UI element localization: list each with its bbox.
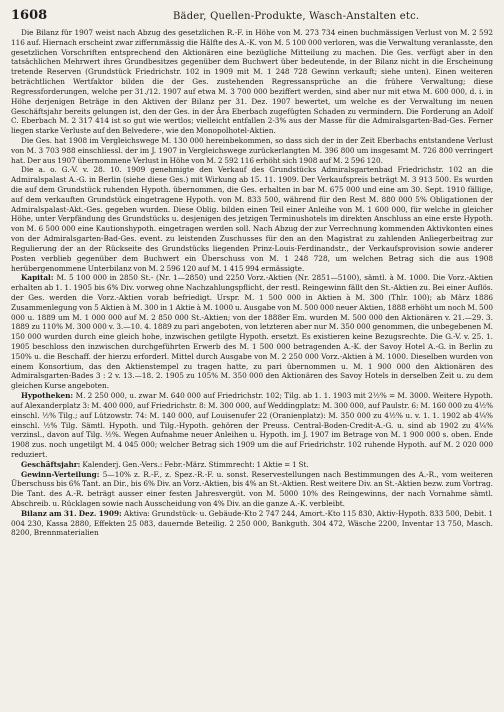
paragraph-text: Die a. o. G.-V. v. 28. 10. 1909 genehmigte den Verkauf des Grundstücks Admiralsgartenbad Friedrichstr. 102 an die Admiralspalast A.-G. in Berlin (siehe diese Ges.) mit Wirkung ab 15. 11. 1909. Der Verkaufspreis beträgt M. 3 913 500. Es wurden die auf dem Grundstück ruhenden Hypoth. übernommen, die Ges. erhalten in bar M. 675 000 und eine am 30. Sept. 1910 fällige, auf dem verkauften Grundstück eingetragene Hypoth. von M. 833 500, während für den Rest M. 880 000 5% Obligationen der Admiralspalast-Akt.-Ges. gegeben wurden. Diese Oblig. bilden einen Teil einer Anleihe von M. 1 600 000, für welche in gleicher Höhe, unter Verpfändung des Grundstücks u. desjenigen des jetzigen Terminushotels im direkten Anschluss an eine erste Hypoth. von M. 6 500 000 eine Kautionshypoth. eingetragen werden soll. Nach Abzug der zur Verrechnung kommenden Aktivkonten eines von der Admiralsgarten-Bad-Ges. event. zu leistenden Zuschusses für den an den Magistrat zu zahlenden Anliegerbeitrag zur Regulierung der an der Rückseite des Grundstücks liegenden Prinz-Louis-Ferdinandstr., der Verkaufsprovision sowie anderer Posten verblieb gegenüber dem Buchwert ein Überschuss von M. 1 248 728, um welchen Betrag sich die aus 1908 herübergenommene Unterbilanz von M. 2 596 120 auf M. 1 415 994 ermässigte. xyxy=(11,165,493,273)
paragraph-text: Die Ges. hat 1908 im Vergleichswege M. 130 000 hereinbekommen, so dass sich der in der Zeit Eberbachs entstandene Verlust von M. 3 703 988 einschliessl. der im J. 1907 in Vergleichswege zurückerlangten M. 396 800 um insgesamt M. 726 800 verringert hat. Der aus 1907 übernommene Verlust in Höhe von M. 2 592 116 erhöht sich 1908 auf M. 2 596 120. xyxy=(11,135,493,165)
running-title: Bäder, Quellen-Produkte, Wasch-Anstalten etc. xyxy=(173,11,420,22)
paragraph-text: Aktiva: Grundstück- u. Gebäude-Kto 2 747 244, Amort.-Kto 115 830, Aktiv-Hypoth. 833 500, Debit. 1 004 230, Kassa 2880, Effekten 25 083, dauernde Beteilig. 2 250 000, Bankguth. 304 472, Wäsche 2200, Inventar 13 750, Masch. 8200, Brennmaterialien xyxy=(11,508,494,538)
paragraph-lead: Geschäftsjahr: xyxy=(21,459,83,469)
page-number: 1608 xyxy=(11,8,48,23)
paragraph-text: M. 2 250 000, u. zwar M. 640 000 auf Friedrichstr. 102; Tilg. ab 1. 1. 1903 mit 2½% = M. 3000. Weitere Hypoth. auf Alexanderplatz 3: M. 400 000, auf Friedrichstr. 8: M. 300 000, auf Weddingplatz: M. 300 000, auf Paulstr. 6: M. 160 000 zu 4½% einschl. ½% Tilg.; auf Lützowstr. 74: M. 140 000, auf Louisenufer 22 (Oranienplatz): M. 350 000 zu 4½% u. v. 1. 1. 1902 ab 4¼% einschl. ½% Tilg. Sämtl. Hypoth. und Tilg.-Hypoth. gehören der Preuss. Central-Boden-Credit-A.-G. u. sind ab 1902 zu 4¼% verzinsl., davon auf Tilg. ½%. Wegen Aufnahme neuer Anleihen u. Hypoth. im J. 1907 im Betrage von M. 1 900 000 s. oben. Ende 1908 zus. noch ungetilgt M. 4 045 000; welcher Betrag sich 1909 um die auf Friedrichstr. 102 ruhende Hypoth. auf M. 2 020 000 reduziert. xyxy=(11,391,493,459)
paragraph-settlement-1908 xyxy=(11,136,493,165)
body-text xyxy=(11,28,493,538)
paragraph-lead: Hypotheken: xyxy=(21,391,76,401)
paragraph-lead: Bilanz am 31. Dez. 1909: xyxy=(21,508,124,518)
paragraph-gewinn-verteilung xyxy=(11,470,493,509)
paragraph-hypotheken xyxy=(11,391,493,460)
paragraph-lead: Gewinn-Verteilung: xyxy=(21,469,103,479)
paragraph-text: 5—10% z. R.-F., z. Spez.-R.-F. u. sonst. Reservestellungen nach Bestimmungen des A.-R., vom weiteren Überschuss bis 6% Tant. an Dir., bis 6% Div. an Vorz.-Aktien, bis 4% an St.-Aktien. Rest weitere Div. an St.-Aktien bezw. zum Vortrag. Die Tant. des A.-R. beträgt ausser einer festen Jahresvergüt. von M. 5000 10% des Reingewinns, der nach Vornahme sämtl. Abschreib. u. Rücklagen sowie nach Ausscheidung von 4% Div. an die ganze A.-K. verbleibt. xyxy=(11,469,493,508)
paragraph-lead: Kapital: xyxy=(21,273,57,283)
page-header xyxy=(11,8,493,28)
paragraph-bilanz-1909 xyxy=(11,509,493,538)
paragraph-text: Die Bilanz für 1907 weist nach Abzug des gesetzlichen R.-F. in Höhe von M. 273 734 einen buchmässigen Verlust von M. 2 592 116 auf. Hiernach erscheint zwar ziffernmässig die Hälfte des A.-K. von M. 5 100 000 verloren, was die Verwaltung veranlasste, den gesetzlichen Vorschriften entsprechend den Aktionären eine bezügliche Mitteilung zu machen. Die Ges. verfügt aber in den tatsächlichen Mehrwert ihres Grundbesitzes gegenüber dem Buchwert über bedeutende, in der Bilanz nicht in die Erscheinung tretende Reserven (Grundstück Friedrichstr. 102 in 1909 mit M. 1 248 728 Gewinn verkauft; siehe unten). Einen weiteren beträchtlichen Wertfaktor bilden die der Ges. zustehenden Regressansprüche an die frühere Verwaltung; diese Regressforderungen, welche per 31./12. 1907 auf etwa M. 3 700 000 beziffert werden, sind aber nur mit etwa M. 600 000, d. i. in Höhe derjenigen Beträge in den Aktiven der Bilanz per 31. Dez. 1907 bewertet, um welche es der Verwaltung im neuen Geschäftsjahr bereits gelungen ist, den der Ges. in der Ära Eberbach zugefügten Schaden zu vermindern. Die Forderung an Adolf C. Eberbach M. 2 317 414 ist so gut wie wertlos; vielleicht entfallen 2-3% aus der Masse für die Admiralsgarten-Bad-Ges. Ferner liegen starke Verluste auf den Belvedere-, wie den Monopolhotel-Aktien. xyxy=(11,28,493,136)
paragraph-geschaeftsjahr xyxy=(11,460,493,470)
paragraph-balance-1907 xyxy=(11,28,493,136)
paragraph-sale-friedrichstr xyxy=(11,165,493,273)
paragraph-kapital xyxy=(11,273,493,391)
paragraph-text: Kalenderj. Gen.-Vers.: Febr.-März. Stimmrecht: 1 Aktie = 1 St. xyxy=(82,459,309,469)
paragraph-text: M. 5 100 000 in 2850 St.- (Nr. 1—2850) und 2250 Vorz.-Aktien (Nr. 2851—5100), sämtl. à M. 1000. Die Vorz.-Aktien erhalten ab 1. 1. 1905 bis 6% Div. vorweg ohne Nachzahlungspflicht, der restl. Reingewinn fällt den St.-Aktien zu. Bei einer Auflös. der Ges. werden die Vorz.-Aktien vorab befriedigt. Urspr. M. 1 500 000 in Aktien à M. 300 (Thlr. 100); ab März 1886 Zusammenlegung von 5 Aktien à M. 300 in 1 Aktie à M. 1000 u. Ausgabe von M. 500 000 neuer Aktien, 1888 erhöht um noch M. 500 000 u. 1889 um M. 1 000 000 auf M. 2 850 000 St.-Aktien; von der 1888er Em. wurden M. 500 000 den Aktionären v. 21.—29. 3. 1889 zu 110% M. 300 000 v. 3.—10. 4. 1889 zu pari angeboten, von letzteren aber nur M. 350 000 genommen, die unbegebenen M. 150 000 wurden durch eine gleich hohe, inzwischen getilgte Hypoth. ersetzt. Es existieren keine Bezugsrechte. Die G.-V. v. 25. 1. 1905 beschloss den inzwischen durchgeführten Erwerb des M. 1 500 000 betragenden A.-K. der Savoy Hotel A.-G. in Berlin zu 150% u. die Beschaff. der hierzu erforderl. Mittel durch Ausgabe von M. 2 250 000 Vorz.-Aktien à M. 1000. Dieselben wurden von einem Konsortium, das den Aktienstempel zu tragen hatte, zu pari übernommen u. M. 1 900 000 den Aktionären des Admiralsgarten-Bades 3 : 2 v. 13.—18. 2. 1905 zu 105% M. 350 000 den Aktionären des Savoy Hotels in derselben Zeit u. zu dem gleichen Kurse angeboten. xyxy=(11,273,493,391)
